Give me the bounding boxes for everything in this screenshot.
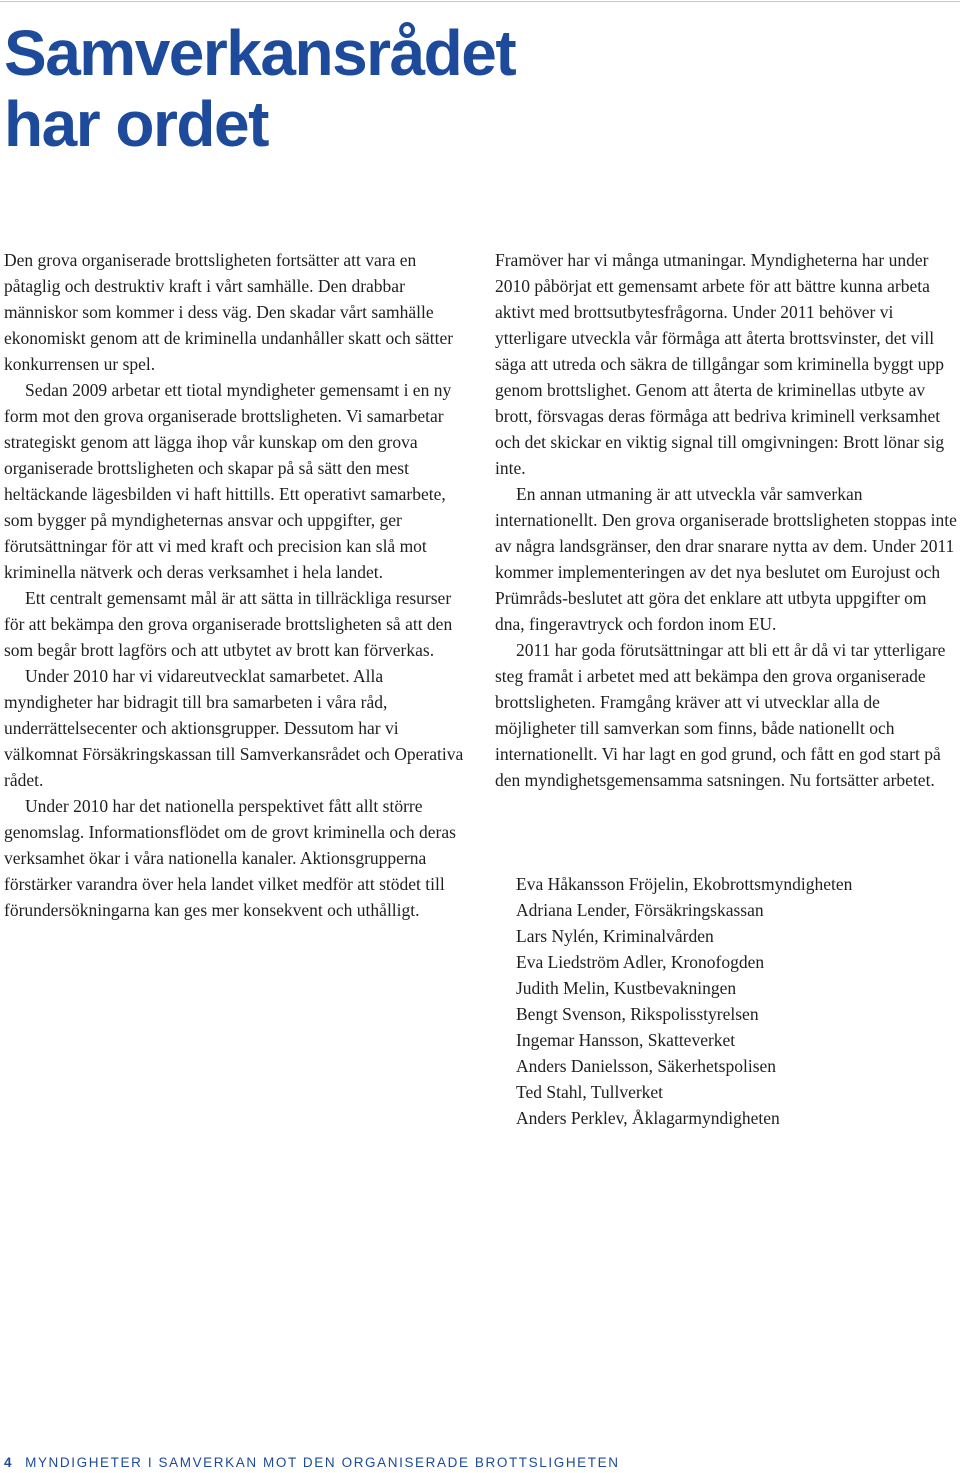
signature-line: Eva Liedström Adler, Kronofogden (516, 952, 765, 972)
right-column (495, 247, 959, 793)
paragraph: Under 2010 har det nationella perspektivet fått allt större genomslag. Informationsflödet om de grovt kriminella och deras verksamhet ökar i våra nationella kanaler. Aktionsgrupperna förstärker varandra över hela landet vilket medför att stödet till förundersökningarna kan ges mer konsekvent och uthålligt. (4, 796, 456, 920)
page-title-line-2: har ordet (4, 88, 268, 160)
signature-line: Lars Nylén, Kriminalvården (516, 926, 714, 946)
paragraph: Ett centralt gemensamt mål är att sätta in tillräckliga resurser för att bekämpa den grova organiserade brottsligheten så att den som begår brott lagförs och att utbytet av brott kan förverkas. (4, 588, 453, 660)
page-number: 4 (4, 1455, 14, 1470)
signature-line: Anders Perklev, Åklagarmyndigheten (516, 1108, 780, 1128)
page-footer (4, 1454, 620, 1472)
signature-line: Judith Melin, Kustbevakningen (516, 978, 737, 998)
paragraph: Sedan 2009 arbetar ett tiotal myndigheter gemensamt i en ny form mot den grova organiserade brottsligheten. Vi samarbetar strategiskt genom att lägga ihop vår kunskap om den grova organiserade brottsligheten och skapar på så sätt den mest heltäckande lägesbilden vi haft hittills. Ett operativt samarbete, som bygger på myndigheternas ansvar och uppgifter, ger förutsättningar för att vi med kraft och precision kan slå mot kriminella nätverk och deras verksamhet i hela landet. (4, 380, 452, 582)
signature-list (516, 871, 852, 1131)
left-column (4, 247, 474, 923)
signature-line: Adriana Lender, Försäkringskassan (516, 900, 764, 920)
page-title (4, 18, 515, 160)
paragraph: Under 2010 har vi vidareutvecklat samarbetet. Alla myndigheter har bidragit till bra samarbeten i våra råd, underrättelsecenter och aktionsgrupper. Dessutom har vi välkomnat Försäkringskassan till Samverkansrådet och Operativa rådet. (4, 666, 464, 790)
signature-line: Ingemar Hansson, Skatteverket (516, 1030, 736, 1050)
signature-line: Eva Håkansson Fröjelin, Ekobrottsmyndigheten (516, 874, 853, 894)
page-title-line-1: Samverkansrådet (4, 17, 516, 89)
top-rule (0, 1, 960, 2)
running-title: MYNDIGHETER I SAMVERKAN MOT DEN ORGANISERADE BROTTSLIGHETEN (25, 1455, 620, 1470)
paragraph: 2011 har goda förutsättningar att bli ett år då vi tar ytterligare steg framåt i arbetet med att bekämpa den grova organiserade brottsligheten. Framgång kräver att vi utvecklar alla de möjligheter till samverkan som finns, både nationellt och internationellt. Vi har lagt en god grund, och fått en god start på den myndighetsgemensamma satsningen. Nu fortsätter arbetet. (495, 640, 946, 790)
signature-line: Bengt Svenson, Rikspolisstyrelsen (516, 1004, 759, 1024)
paragraph: Framöver har vi många utmaningar. Myndigheterna har under 2010 påbörjat ett gemensamt arbete för att bättre kunna arbeta aktivt med brottsutbytesfrågorna. Under 2011 behöver vi ytterligare utveckla vår förmåga att återta brottsvinster, det vill säga att utreda och säkra de tillgångar som kriminella byggt upp genom brottslighet. Genom att återta de kriminellas utbyte av brott, försvagas deras förmåga att bedriva kriminell verksamhet och det skickar en viktig signal till omgivningen: Brott lönar sig inte. (495, 250, 945, 478)
signature-line: Anders Danielsson, Säkerhetspolisen (516, 1056, 777, 1076)
paragraph: En annan utmaning är att utveckla vår samverkan internationellt. Den grova organiserade brottsligheten stoppas inte av några landsgränser, den drar snarare nytta av dem. Under 2011 kommer implementeringen av det nya beslutet om Eurojust och Prümråds-beslutet att göra det enklare att utbyta uppgifter om dna, fingeravtryck och fordon inom EU. (495, 484, 957, 634)
signature-line: Ted Stahl, Tullverket (516, 1082, 664, 1102)
paragraph: Den grova organiserade brottsligheten fortsätter att vara en påtaglig och destruktiv kraft i vårt samhälle. Den drabbar människor som kommer i dess väg. Den skadar vårt samhälle ekonomiskt genom att de kriminella undanhåller skatt och sätter konkurrensen ur spel. (4, 250, 454, 374)
